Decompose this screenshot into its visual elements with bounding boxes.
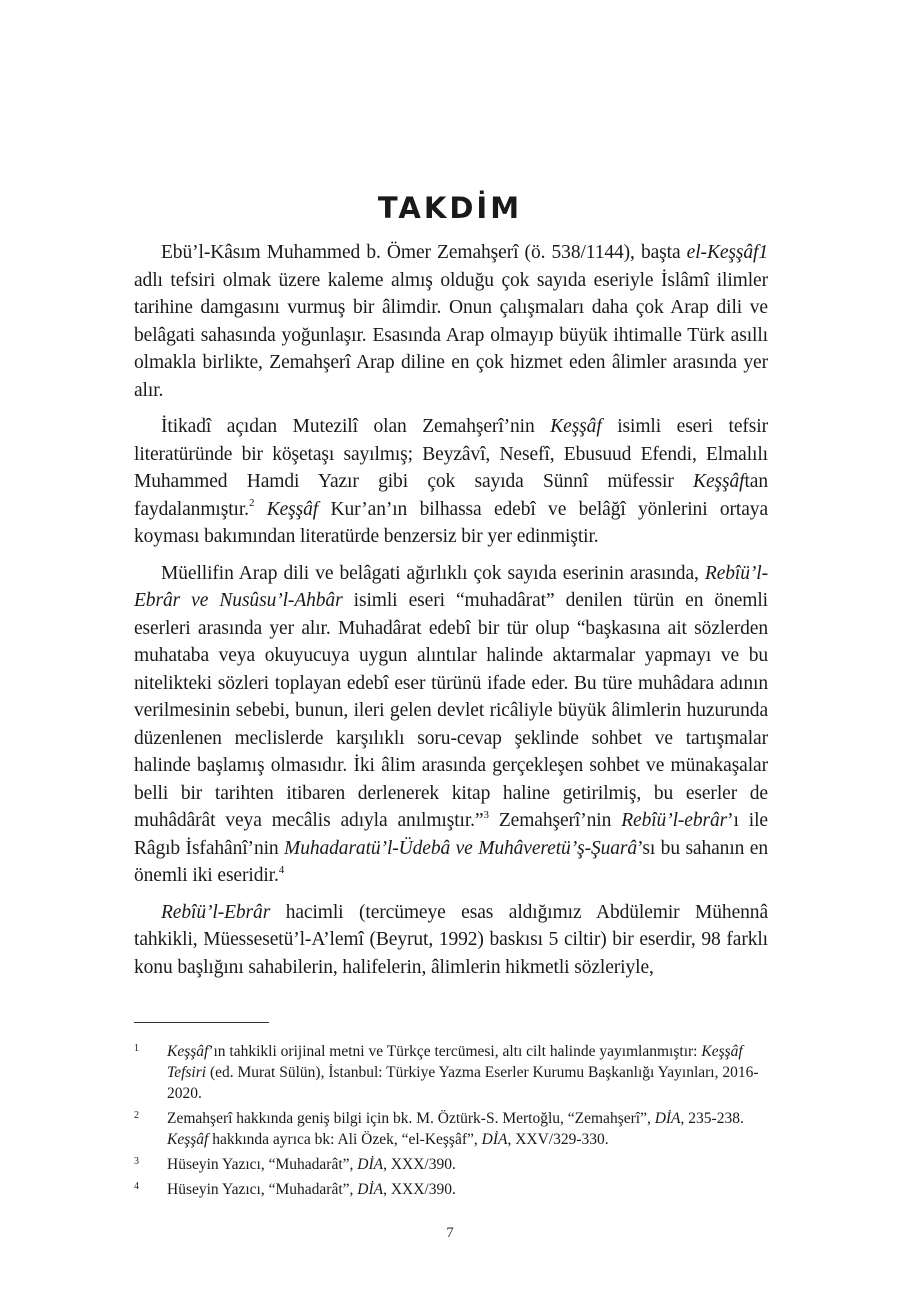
text-run: , XXV/329-330. bbox=[507, 1131, 609, 1148]
paragraph bbox=[134, 899, 768, 982]
text-run: Zemahşerî hakkında geniş bilgi için bk. M. Öztürk-S. Mertoğlu, “Zemahşerî”, bbox=[167, 1110, 655, 1127]
text-run: , XXX/390. bbox=[383, 1156, 456, 1173]
paragraph bbox=[134, 239, 768, 404]
italic-title: Keşşâf bbox=[266, 498, 319, 520]
italic-title: DİA bbox=[654, 1110, 681, 1127]
footnote bbox=[134, 1108, 768, 1150]
italic-title: Rebîü’l-ebrâr bbox=[621, 810, 728, 831]
text-run: ’sı bu sahanın en önemli iki eseridir. bbox=[134, 837, 768, 886]
footnote-number: 2 bbox=[134, 1110, 139, 1121]
footnote-divider bbox=[134, 1022, 269, 1023]
text-run: (ed. Murat Sülün), İstanbul: Türkiye Yazma Eserler Kurumu Başkanlığı Yayınları, 2016-2020. bbox=[167, 1064, 759, 1102]
text-run bbox=[254, 499, 266, 520]
footnote-ref: 4 bbox=[278, 863, 285, 876]
text-run: ’ı ile Râgıb İsfahânî’nin bbox=[134, 810, 768, 859]
footnote-ref: 2 bbox=[248, 497, 255, 509]
footnote-text bbox=[167, 1154, 768, 1175]
text-run: Müellifin Arap dili ve belâgati ağırlıklı çok sayıda eserinin arasında, bbox=[161, 562, 705, 584]
italic-title: DİA bbox=[357, 1181, 384, 1198]
text-run: ’ın tahkikli orijinal metni ve Türkçe tercümesi, altı cilt halinde yayımlanmıştır: bbox=[208, 1043, 702, 1060]
text-run: Hüseyin Yazıcı, “Muhadarât”, bbox=[167, 1181, 358, 1198]
italic-title: Muhadaratü’l-Üdebâ ve Muhâveretü’ş-Şuarâ bbox=[284, 837, 638, 859]
text-run: hacimli (tercümeye esas aldığımız Abdülemir Mühennâ tahkikli, Müessesetü’l-A’lemî (Beyrut, 1992) baskısı 5 ciltir) bir eserdir, 98 farklı konu başlığını sahabilerin, halifelerin, âlimlerin hikmetli sözleriyle, bbox=[134, 901, 768, 978]
text-run: İtikadî açıdan Mutezilî olan Zemahşerî’nin bbox=[161, 416, 551, 437]
footnote-ref: 3 bbox=[483, 808, 489, 821]
italic-title: DİA bbox=[357, 1156, 384, 1173]
text-run: Zemahşerî’nin bbox=[488, 810, 622, 831]
footnote-text bbox=[167, 1041, 768, 1104]
text-run: hakkında ayrıca bk: Ali Özek, “el-Keşşâf”, bbox=[208, 1131, 482, 1148]
italic-title: el-Keşşâf1 bbox=[686, 242, 768, 263]
text-run: tan faydalanmıştır. bbox=[134, 471, 768, 520]
italic-title: Keşşâf bbox=[167, 1043, 209, 1060]
footnote-text bbox=[167, 1108, 768, 1150]
text-run: Hüseyin Yazıcı, “Muhadarât”, bbox=[167, 1156, 358, 1173]
italic-title: Keşşâf bbox=[550, 416, 602, 437]
text-run: isimli eseri “muhadârat” denilen türün en önemli eserleri arasında yer alır. Muhadârat edebî bir tür olup “başkasına ait sözlerden muhataba veya okuyucuya uygun alıntılar halinde aktarmalar yapmayı ve bu nitelikteki sözleri toplayan edebî eser türünü ifade eder. Bu türe muhâdara adının verilmesinin sebebi, bunun, ileri gelen devlet ricâliyle büyük âlimlerin huzurunda düzenlenen meclislerde karşılıklı soru-cevap şeklinde sohbet ve tartışmalar halinde başlamış olmasıdır. İki âlim arasında gerçekleşen sohbet ve münakaşalar belli bir tarihten itibaren derlenerek kitap haline getirilmiş, bu eserler de muhâdârât veya mecâlis adıyla anılmıştır.” bbox=[134, 590, 768, 831]
page-title: TAKDİM bbox=[377, 191, 523, 225]
footnote-number: 1 bbox=[134, 1043, 139, 1054]
italic-title: DİA bbox=[481, 1131, 508, 1148]
footnote bbox=[134, 1041, 768, 1104]
text-run: , XXX/390. bbox=[383, 1181, 456, 1198]
italic-title: Keşşâf bbox=[693, 471, 745, 492]
text-run: adlı tefsiri olmak üzere kaleme almış olduğu çok sayıda eseriyle İslâmî ilimler tarihine damgasını vurmuş bir âlimdir. Onun çalışmaları daha çok Arap dili ve belâgati sahasında yoğunlaşır. Esasında Arap olmayıp büyük ihtimalle Türk asıllı olmakla birlikte, Zemahşerî Arap diline en çok hizmet eden âlimler arasında yer alır. bbox=[134, 269, 768, 401]
footnote-number: 4 bbox=[134, 1181, 139, 1192]
footnote bbox=[134, 1179, 768, 1200]
footnote-text bbox=[167, 1179, 768, 1200]
italic-title: Keşşâf Tefsiri bbox=[167, 1043, 743, 1081]
body-text bbox=[134, 239, 768, 981]
text-run: , 235-238. bbox=[680, 1110, 744, 1127]
text-run: isimli eseri tefsir literatüründe bir köşetaşı sayılmış; Beyzâvî, Nesefî, Ebusuud Efendi, Elmalılı Muhammed Hamdi Yazır gibi çok sayıda Sünnî müfessir bbox=[134, 416, 768, 492]
paragraph bbox=[134, 560, 768, 890]
italic-title: Rebîü’l-Ebrâr bbox=[161, 901, 271, 923]
italic-title: Rebîü’l-Ebrâr ve Nusûsu’l-Ahbâr bbox=[134, 562, 768, 611]
footnotes bbox=[134, 1041, 768, 1204]
paragraph bbox=[134, 413, 768, 551]
footnote bbox=[134, 1154, 768, 1175]
footnote-number: 3 bbox=[134, 1156, 139, 1167]
page-number: 7 bbox=[446, 1225, 454, 1241]
text-run: Ebü’l-Kâsım Muhammed b. Ömer Zemahşerî (ö. 538/1144), başta bbox=[161, 242, 687, 263]
italic-title: Keşşâf bbox=[167, 1131, 209, 1148]
text-run: Kur’an’ın bilhassa edebî ve belâğî yönlerini ortaya koyması bakımından literatürde benzersiz bir yer edinmiştir. bbox=[134, 498, 769, 547]
